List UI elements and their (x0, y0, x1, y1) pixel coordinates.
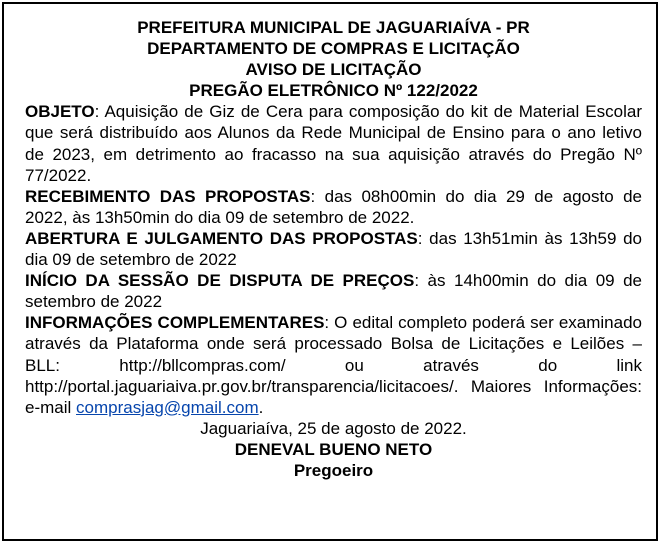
signer-role: Pregoeiro (293, 460, 374, 480)
informacoes-end: . (258, 397, 264, 417)
signer-name: DENEVAL BUENO NETO (234, 439, 433, 459)
header-prefeitura: PREFEITURA MUNICIPAL DE JAGUARIAÍVA - PR (137, 18, 530, 37)
objeto-text: : Aquisição de Giz de Cera para composição do kit de Material Escolar que será distribuído aos Alunos da Rede Municipal de Ensino para o ano letivo de 2023, em detrimento ao fracasso na sua aquisição através do Pregão Nº 77/2022. (25, 102, 642, 185)
header-aviso: AVISO DE LICITAÇÃO (245, 60, 422, 80)
section-inicio (25, 270, 642, 312)
abertura-text: : das 13h51min às 13h59 do dia 09 de setembro de 2022 (25, 228, 642, 270)
informacoes-label: INFORMAÇÕES COMPLEMENTARES (25, 313, 325, 333)
section-abertura (25, 228, 642, 270)
header-departamento: DEPARTAMENTO DE COMPRAS E LICITAÇÃO (147, 39, 520, 59)
inicio-text: : às 14h00min do dia 09 de setembro de 2022 (25, 271, 642, 312)
inicio-label: INÍCIO DA SESSÃO DE DISPUTA DE PREÇOS (25, 271, 415, 291)
objeto-label: OBJETO (25, 102, 95, 122)
recebimento-text: : das 08h00min do dia 29 de agosto de 2022, às 13h50min do dia 09 de setembro de 2022. (25, 186, 642, 227)
email-link[interactable]: comprasjag@gmail.com (76, 397, 259, 417)
place-date: Jaguariaíva, 25 de agosto de 2022. (200, 418, 467, 438)
informacoes-text: : O edital completo poderá ser examinado através da Plataforma onde será processado Bolsa de Licitações e Leilões – BLL: http://bllcompras.com/ ou através do link http://portal.jaguariaiva.pr.gov.br/transparencia/licitacoes/. Maiores Informações: e-mail (25, 313, 642, 417)
section-objeto (25, 101, 642, 185)
notice-frame (2, 2, 658, 541)
header-pregao: PREGÃO ELETRÔNICO Nº 122/2022 (189, 81, 478, 101)
section-informacoes (25, 312, 642, 417)
abertura-label: ABERTURA E JULGAMENTO DAS PROPOSTAS (25, 228, 418, 248)
section-recebimento (25, 186, 642, 228)
recebimento-label: RECEBIMENTO DAS PROPOSTAS (25, 186, 311, 206)
notice-content (25, 17, 642, 481)
